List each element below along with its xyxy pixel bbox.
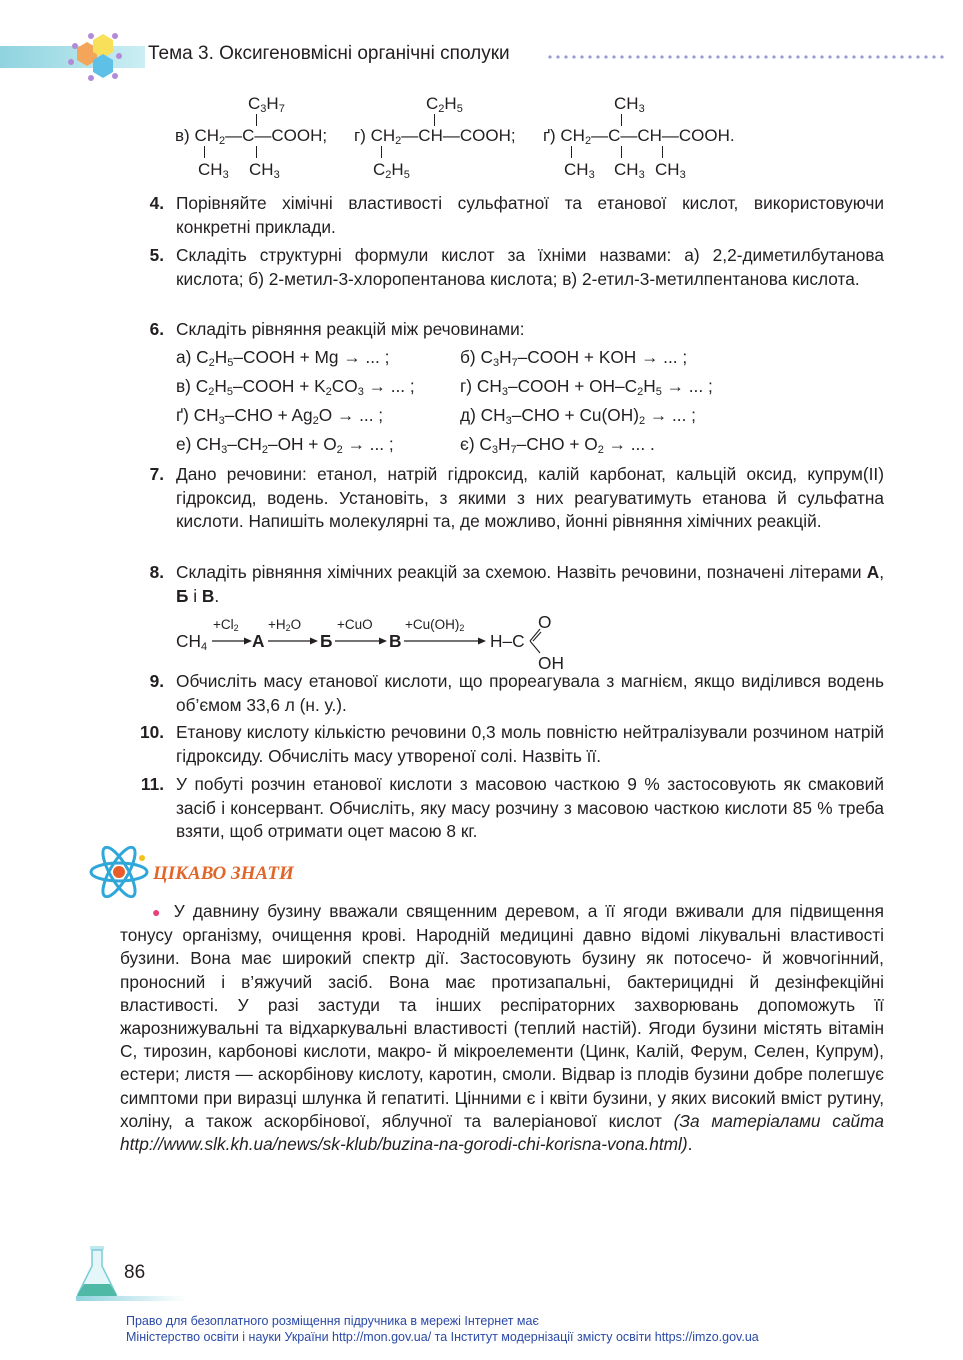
arrow-icon	[212, 636, 252, 646]
task-number: 4.	[149, 193, 164, 213]
scheme-reagent-3: +CuO	[337, 617, 373, 632]
scheme-reagent-1: $+Cl_2$	[213, 617, 239, 633]
task-text: Етанову кислоту кількістю речовини 0,3 моль повністю нейтралізували розчином натрій гідроксиду. Обчисліть масу утвореної солі. Назвіть її.	[176, 722, 884, 766]
chapter-title: Тема 3. Оксигеновмісні органічні сполуки	[148, 43, 510, 64]
footer-line-1: Право для безоплатного розміщення підручника в мережі Інтернет має	[126, 1314, 539, 1328]
task-text: Порівняйте хімічні властивості сульфатної та етанової кислот, використовуючи конкретні приклади.	[176, 193, 884, 237]
formula-v-bottom-1: $CH_3$	[198, 160, 229, 181]
equation-ye: є) $C_3H_7$–CHO + $O_2$ → ... .	[460, 434, 655, 456]
arrow-icon	[268, 636, 318, 646]
bond	[662, 146, 663, 158]
task-8	[120, 561, 884, 608]
bond	[434, 114, 435, 126]
interesting-text: ● У давнину бузину вважали священним деревом, а її ягоди вживали для підвищення тонусу організму, очищення крові. Народній медицині давно відомі лікувальні властивості бузини. Вона має широкий спектр дії. Застосовують бузину як потосечо- й жовчогінний, проносний і в’яжучий засіб. Вона має протизапальні, бактерицидні й дезінфекційні властивості. У разі застуди та інших респіраторних захворювань допоможуть її жарознижувальні та відхаркувальні властивості (теплий настій). Ягоди бузини містять вітамін С, тирозин, карбонові кислоти, макро- й мікроелементи (Цинк, Калій, Ферум, Селен, Купрум), естери; листя — аскорбінову кислоту, каротин, смоли. Відвар із плодів бузини добре полегшує симптоми при виразці шлунка й гепатиті. Цінними є і квіти бузини, у яких високий вміст рутину, холіну, а також аскорбінової, яблучної та валеріанової кислот (За матеріалами сайта http://www.slk.kh.ua/news/sk-klub/buzina-na-gorodi-chi-korisna-vona.html).	[120, 901, 884, 1155]
equation-d: д) $CH_3$–CHO + $Cu(OH)_2$ → ... ;	[460, 405, 696, 427]
formula-h-main: г) $CH_2—CH—COOH$;	[354, 126, 516, 147]
bond	[256, 146, 257, 158]
task-number: 10.	[139, 722, 164, 742]
header-dots	[546, 55, 946, 59]
formula-g-bottom-3: $CH_3$	[655, 160, 686, 181]
bullet-icon: ●	[152, 904, 164, 920]
formula-g-main: ґ) $CH_2—C—CH—COOH$.	[543, 126, 735, 147]
page-band	[76, 1296, 186, 1301]
formula-g-bottom-2: $CH_3$	[614, 160, 645, 181]
scheme-B: Б	[320, 631, 333, 651]
equation-b: б) $C_3H_7$–COOH + KOH → ... ;	[460, 347, 688, 369]
equation-v: в) $C_2H_5$–COOH + $K_2CO_3$ → ... ;	[176, 376, 415, 398]
scheme-reagent-2: $+H_2O$	[268, 617, 302, 633]
scheme-o-top: O	[538, 612, 552, 632]
task-text: Обчисліть масу етанової кислоти, що прореагувала з магнієм, якщо виділився водень об’ємом 33,6 л (н. у.).	[176, 671, 884, 715]
scheme-o-bottom: OH	[538, 653, 564, 673]
task-number: 6.	[149, 319, 164, 339]
task-number: 9.	[149, 671, 164, 691]
task-number: 5.	[149, 245, 164, 265]
formula-v-bottom-2: $CH_3$	[249, 160, 280, 181]
arrow-icon	[404, 636, 486, 646]
task-4	[120, 192, 884, 239]
arrow-icon	[335, 636, 387, 646]
task-5	[120, 244, 884, 291]
bond	[621, 114, 622, 126]
scheme-end: H–C	[490, 631, 525, 651]
task-11	[120, 773, 884, 844]
bond	[256, 114, 257, 126]
equation-a: а) $C_2H_5$–COOH + Mg → ... ;	[176, 347, 390, 369]
task-number: 7.	[149, 464, 164, 484]
bond	[381, 146, 382, 158]
task-text: Складіть рівняння хімічних реакцій за схемою. Назвіть речовини, позначені літерами А, Б і В.	[176, 562, 884, 606]
molecule-logo-icon	[63, 28, 129, 88]
footer-notice	[126, 1313, 759, 1345]
page-number: 86	[124, 1262, 146, 1283]
formula-v-main: в) $CH_2—C—COOH$;	[175, 126, 328, 147]
scheme-V: В	[389, 631, 402, 651]
task-6	[120, 318, 884, 342]
task-10	[120, 721, 884, 768]
equation-e: е) $CH_3-CH_2-OH + O_2$ → ... ;	[176, 434, 394, 456]
task-text: У побуті розчин етанової кислоти з масовою часткою 9 % застосовують як смаковий засіб і консервант. Обчисліть, яку масу розчину з масовою часткою кислоти 85 % треба взяти, щоб отримати оцет масою 8 кг.	[176, 774, 884, 841]
equation-g: ґ) $CH_3$–CHO + $Ag_2O$ → ... ;	[176, 405, 384, 427]
bond	[621, 146, 622, 158]
formula-v-top: $C_3H_7$	[248, 94, 285, 115]
footer-line-2: Міністерство освіти і науки України http://mon.gov.ua/ та Інститут модернізації змісту освіти https://imzo.gov.ua	[126, 1330, 759, 1344]
task-number: 8.	[149, 562, 164, 582]
interesting-title: ЦІКАВО ЗНАТИ	[153, 863, 294, 884]
scheme-A: А	[252, 631, 265, 651]
task-text: Дано речовини: етанол, натрій гідроксид, калій карбонат, кальцій оксид, купрум(II) гідроксид, водень. Установіть, з якими з них реагуватимуть етанова й сульфатна кислоти. Напишіть молекулярні та, де можливо, йонні рівняння хімічних реакцій.	[176, 464, 884, 531]
formula-h-top: $C_2H_5$	[426, 94, 463, 115]
atom-icon	[88, 846, 150, 898]
bond	[571, 146, 572, 158]
formula-h-bottom: $C_2H_5$	[373, 160, 410, 181]
flask-icon	[74, 1244, 120, 1302]
formula-g-bottom-1: $CH_3$	[564, 160, 595, 181]
bond	[204, 146, 205, 158]
formula-g-top: $CH_3$	[614, 94, 645, 115]
task-9	[120, 670, 884, 717]
source-reference: (За матеріалами сайта http://www.slk.kh.ua/news/sk-klub/buzina-na-gorodi-chi-korisna-vona.html)	[120, 1110, 884, 1155]
scheme-start: $CH_4$	[176, 631, 208, 653]
task-text: Складіть рівняння реакцій між речовинами:	[176, 319, 525, 339]
task-number: 11.	[140, 774, 164, 794]
task-7	[120, 463, 884, 534]
task-text: Складіть структурні формули кислот за їхніми назвами: а) 2,2-диметилбутанова кислота; б) 2-метил-3-хлоропентанова кислота; в) 2-етил-3-метилпентанова кислота.	[176, 245, 884, 289]
scheme-reagent-4: $+Cu(OH)_2$	[405, 617, 465, 633]
equation-h: г) $CH_3$–COOH + $OH-C_2H_5$ → ... ;	[460, 376, 713, 398]
